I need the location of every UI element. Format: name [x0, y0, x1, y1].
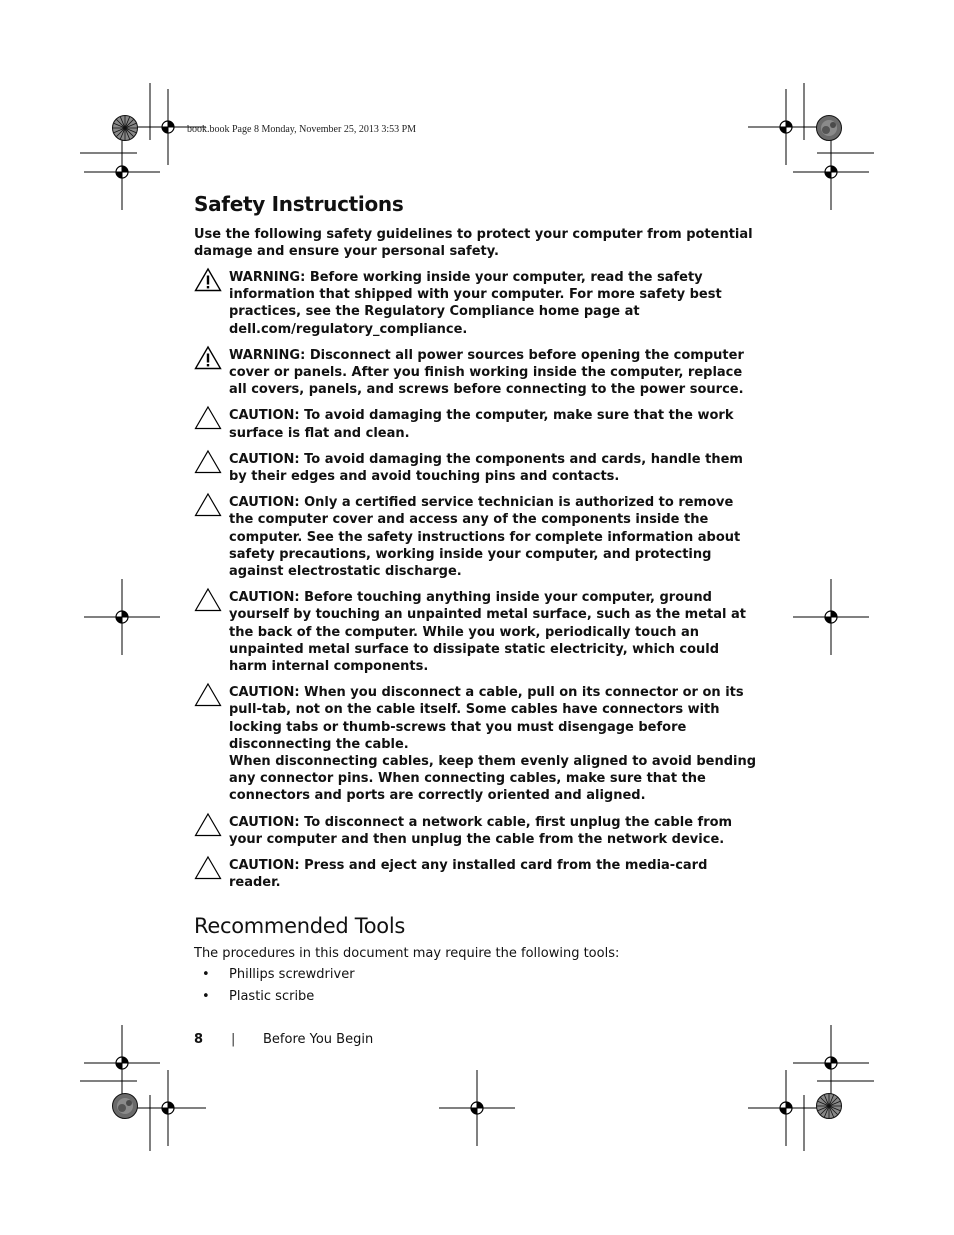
section-title-safety: Safety Instructions [194, 192, 404, 216]
footer-section-name: Before You Begin [263, 1032, 374, 1047]
notice-text [229, 857, 760, 891]
caution-triangle-icon [194, 684, 229, 710]
caution-triangle-icon [194, 814, 229, 840]
caution-notice [194, 857, 760, 891]
warning-triangle-icon [194, 269, 229, 295]
caution-triangle-icon [194, 451, 229, 477]
page-content [194, 190, 760, 1010]
tools-intro: The procedures in this document may require the following tools: [194, 945, 620, 961]
caution-notice [194, 407, 760, 441]
safety-intro: Use the following safety guidelines to protect your computer from potential damage and ensure your personal safety. [194, 227, 753, 259]
list-item [194, 988, 760, 1005]
notice-paragraph: CAUTION: To disconnect a network cable, first unplug the cable from your computer and then unplug the cable from the network device. [229, 814, 733, 847]
warning-triangle-icon [194, 347, 229, 373]
notice-list [194, 269, 760, 892]
notice-text [229, 814, 760, 848]
caution-notice [194, 814, 760, 848]
bullet-icon: • [202, 966, 210, 982]
notice-paragraph: WARNING: Disconnect all power sources before opening the computer cover or panels. After you finish working inside the computer, replace all covers, panels, and screws before connecting to the power source. [229, 347, 744, 398]
section-title-tools: Recommended Tools [194, 913, 405, 938]
bullet-icon: • [202, 988, 210, 1004]
notice-paragraph: CAUTION: Before touching anything inside your computer, ground yourself by touching an unpainted metal surface, such as the metal at the back of the computer. While you work, periodically touch an unpainted metal surface to dissipate static electricity, which could harm internal components. [229, 590, 746, 675]
caution-notice [194, 451, 760, 485]
tools-list [194, 966, 760, 1005]
caution-triangle-icon [194, 494, 229, 520]
notice-paragraph: WARNING: Before working inside your computer, read the safety information that shipped with your computer. For more safety best practices, see the Regulatory Compliance home page at dell.com/regulatory_compliance. [229, 270, 722, 337]
warning-notice [194, 269, 760, 338]
caution-notice [194, 589, 760, 675]
caution-triangle-icon [194, 407, 229, 433]
notice-text [229, 407, 760, 441]
notice-text [229, 269, 760, 338]
caution-notice [194, 684, 760, 804]
notice-text [229, 347, 760, 399]
footer-separator: | [231, 1032, 236, 1047]
page-number: 8 [194, 1032, 204, 1047]
caution-triangle-icon [194, 589, 229, 615]
notice-paragraph: CAUTION: To avoid damaging the computer, make sure that the work surface is flat and clean. [229, 408, 734, 441]
caution-notice [194, 494, 760, 580]
notice-paragraph: When disconnecting cables, keep them evenly aligned to avoid bending any connector pins. When connecting cables, make sure that the connectors and ports are correctly oriented and aligned. [229, 754, 757, 804]
page-footer [194, 1032, 374, 1047]
notice-text [229, 451, 760, 485]
notice-text [229, 494, 760, 580]
warning-notice [194, 347, 760, 399]
notice-paragraph: CAUTION: To avoid damaging the components and cards, handle them by their edges and avoid touching pins and contacts. [229, 451, 743, 485]
notice-paragraph: CAUTION: When you disconnect a cable, pull on its connector or on its pull-tab, not on the cable itself. Some cables have connectors with locking tabs or thumb-screws that you must disengage before disconnecting the cable. [229, 685, 744, 752]
notice-paragraph: CAUTION: Press and eject any installed card from the media-card reader. [229, 858, 708, 891]
notice-text [229, 684, 760, 804]
notice-paragraph: CAUTION: Only a certified service technician is authorized to remove the computer cover and access any of the components inside the computer. See the safety instructions for complete information about safety precautions, working inside your computer, and protecting against electrostatic discharge. [229, 495, 741, 580]
notice-text [229, 589, 760, 675]
tool-name: Phillips screwdriver [229, 966, 355, 982]
caution-triangle-icon [194, 857, 229, 883]
printer-header: book.book Page 8 Monday, November 25, 2013 3:53 PM [187, 124, 417, 135]
list-item [194, 966, 760, 983]
tool-name: Plastic scribe [229, 988, 315, 1004]
